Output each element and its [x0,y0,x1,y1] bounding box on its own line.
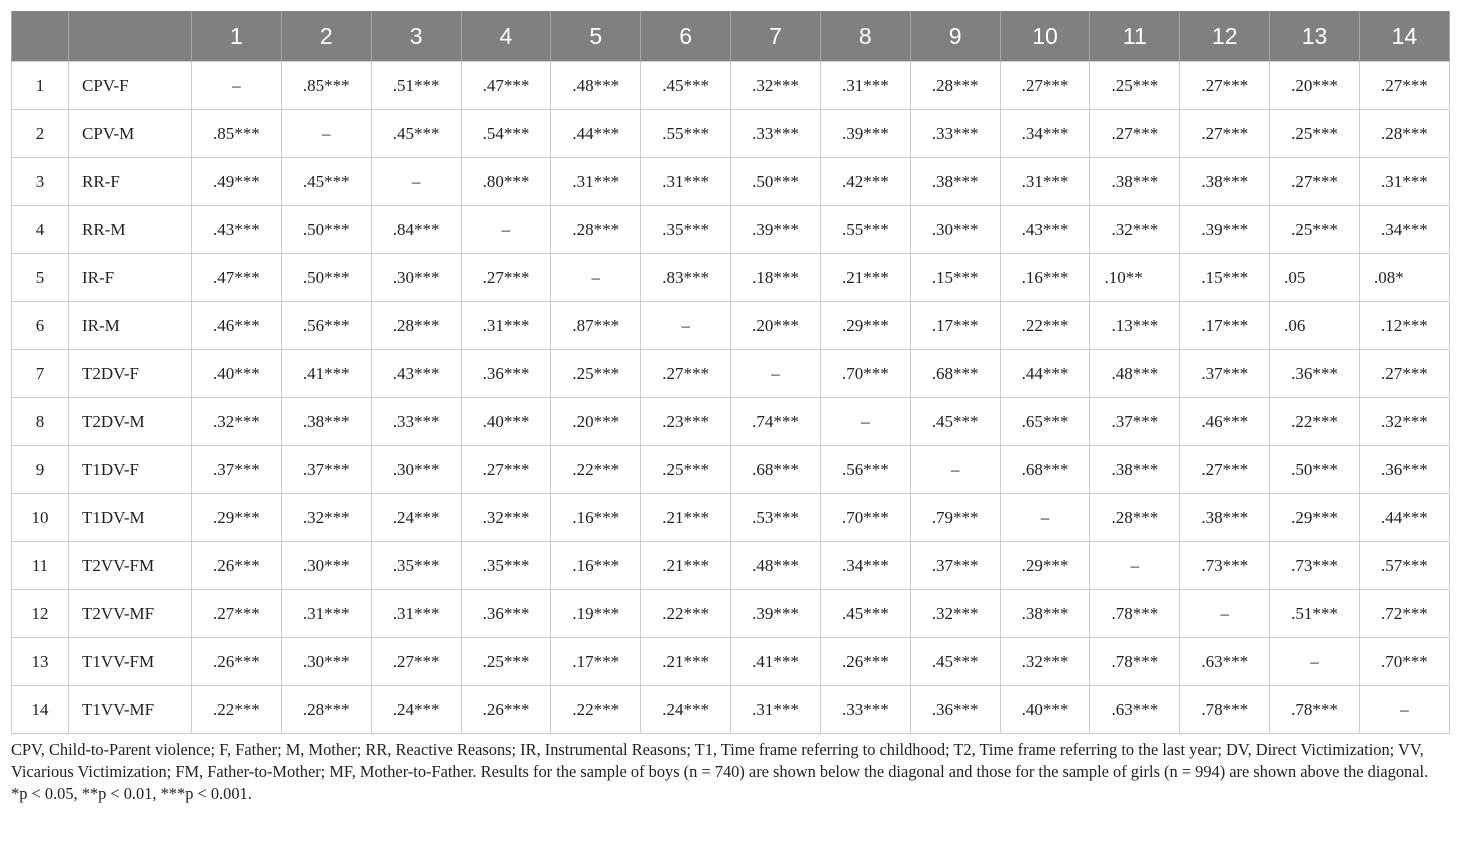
table-cell: .17*** [910,302,1000,350]
table-cell: – [1180,590,1270,638]
table-cell: .31*** [641,158,731,206]
table-cell: .24*** [371,494,461,542]
table-cell: .22*** [641,590,731,638]
row-index: 14 [12,686,69,734]
table-cell: .32*** [1359,398,1449,446]
table-cell: .53*** [731,494,821,542]
table-cell: .17*** [551,638,641,686]
table-cell: .27*** [1000,62,1090,110]
table-cell: .31*** [551,158,641,206]
column-header: 7 [731,11,821,62]
table-cell: .31*** [820,62,910,110]
table-cell: .31*** [1359,158,1449,206]
table-cell: .36*** [910,686,1000,734]
table-cell: .80*** [461,158,551,206]
table-cell: .33*** [731,110,821,158]
table-cell: .35*** [461,542,551,590]
table-cell: .31*** [731,686,821,734]
table-cell: .50*** [281,254,371,302]
table-cell: .34*** [1359,206,1449,254]
row-index: 12 [12,590,69,638]
table-cell: .57*** [1359,542,1449,590]
column-header: 10 [1000,11,1090,62]
table-cell: .50*** [281,206,371,254]
row-index: 13 [12,638,69,686]
correlation-table-container [11,11,1449,734]
row-index: 7 [12,350,69,398]
row-label: CPV-F [69,62,192,110]
table-cell: .43*** [371,350,461,398]
table-cell: .44*** [1000,350,1090,398]
table-cell: .42*** [820,158,910,206]
table-row [12,110,1450,158]
row-label: RR-F [69,158,192,206]
table-cell: .83*** [641,254,731,302]
table-cell: .37*** [192,446,282,494]
table-cell: .16*** [551,542,641,590]
table-cell: .78*** [1090,590,1180,638]
table-cell: .19*** [551,590,641,638]
table-cell: .70*** [820,350,910,398]
table-cell: .29*** [1270,494,1360,542]
table-cell: .84*** [371,206,461,254]
table-row [12,446,1450,494]
table-cell: .47*** [192,254,282,302]
table-cell: .18*** [731,254,821,302]
row-label: RR-M [69,206,192,254]
row-index: 4 [12,206,69,254]
table-cell: .33*** [910,110,1000,158]
row-index: 9 [12,446,69,494]
column-header: 3 [371,11,461,62]
footnote-abbreviations: CPV, Child-to-Parent violence; F, Father; M, Mother; RR, Reactive Reasons; IR, Instrumental Reasons; T1, Time frame referring to childhood; T2, Time frame referring to the last year; DV, Direct Victimization; VV, Vicarious Victimization; FM, Father-to-Mother; MF, Mother-to-Father. Results for the sample of boys (n = 740) are shown below the diagonal and those for the sample of girls (n = 994) are shown above the diagonal. [11,740,1429,781]
table-cell: .56*** [820,446,910,494]
table-row [12,350,1450,398]
column-header: 8 [820,11,910,62]
table-cell: .68*** [731,446,821,494]
header-corner-label [69,11,192,62]
table-cell: .39*** [820,110,910,158]
table-cell: .45*** [281,158,371,206]
table-cell: .40*** [1000,686,1090,734]
table-cell: .28*** [1090,494,1180,542]
table-cell: .48*** [551,62,641,110]
table-cell: – [1000,494,1090,542]
row-label: IR-F [69,254,192,302]
row-index: 2 [12,110,69,158]
table-cell: .30*** [371,446,461,494]
table-cell: .50*** [1270,446,1360,494]
table-cell: .30*** [371,254,461,302]
row-index: 10 [12,494,69,542]
table-cell: .79*** [910,494,1000,542]
table-cell: .70*** [1359,638,1449,686]
table-cell: .38*** [1180,494,1270,542]
table-cell: .27*** [1180,110,1270,158]
table-row [12,494,1450,542]
table-cell: .73*** [1180,542,1270,590]
table-cell: .31*** [461,302,551,350]
table-cell: .27*** [1180,62,1270,110]
table-cell: .27*** [1090,110,1180,158]
table-cell: .51*** [371,62,461,110]
table-cell: .36*** [1359,446,1449,494]
column-header: 5 [551,11,641,62]
table-cell: .55*** [820,206,910,254]
row-label: IR-M [69,302,192,350]
table-row [12,686,1450,734]
table-cell: .36*** [461,350,551,398]
table-cell: .28*** [281,686,371,734]
table-row [12,302,1450,350]
table-cell: – [281,110,371,158]
row-index: 3 [12,158,69,206]
table-cell: – [1270,638,1360,686]
table-cell: .29*** [1000,542,1090,590]
table-cell: .38*** [1090,446,1180,494]
table-cell: .50*** [731,158,821,206]
table-cell: – [371,158,461,206]
table-cell: .49*** [192,158,282,206]
table-cell: .32*** [910,590,1000,638]
table-cell: .47*** [461,62,551,110]
table-row [12,638,1450,686]
table-cell: .72*** [1359,590,1449,638]
table-cell: .27*** [192,590,282,638]
table-row [12,62,1450,110]
table-cell: .35*** [641,206,731,254]
table-cell: .37*** [910,542,1000,590]
table-cell: .38*** [1180,158,1270,206]
table-cell: .27*** [641,350,731,398]
row-label: T1DV-F [69,446,192,494]
table-cell: .87*** [551,302,641,350]
table-cell: .32*** [1090,206,1180,254]
table-cell: – [1090,542,1180,590]
table-cell: .48*** [1090,350,1180,398]
table-cell: .40*** [192,350,282,398]
header-corner-index [12,11,69,62]
table-cell: .31*** [281,590,371,638]
row-label: T1VV-MF [69,686,192,734]
row-label: T2VV-MF [69,590,192,638]
table-cell: .31*** [371,590,461,638]
footnote-significance: *p < 0.05, **p < 0.01, ***p < 0.001. [11,784,252,803]
table-cell: .25*** [461,638,551,686]
table-cell: .45*** [641,62,731,110]
table-body [12,62,1450,734]
table-cell: .21*** [641,494,731,542]
column-header: 11 [1090,11,1180,62]
table-cell: .24*** [371,686,461,734]
table-cell: .32*** [461,494,551,542]
table-cell: .68*** [910,350,1000,398]
table-row [12,542,1450,590]
table-cell: .44*** [1359,494,1449,542]
row-label: T2DV-F [69,350,192,398]
column-header: 4 [461,11,551,62]
table-cell: .27*** [1359,350,1449,398]
table-row [12,206,1450,254]
table-cell: – [551,254,641,302]
table-cell: .21*** [641,542,731,590]
table-cell: .37*** [281,446,371,494]
table-cell: .28*** [371,302,461,350]
row-index: 1 [12,62,69,110]
table-cell: .32*** [192,398,282,446]
row-label: T2DV-M [69,398,192,446]
table-cell: .46*** [192,302,282,350]
table-cell: .26*** [461,686,551,734]
table-cell: .38*** [281,398,371,446]
table-cell: .17*** [1180,302,1270,350]
table-cell: .05 [1270,254,1360,302]
table-cell: – [192,62,282,110]
table-cell: .25*** [551,350,641,398]
table-cell: .68*** [1000,446,1090,494]
table-cell: .26*** [192,542,282,590]
column-header: 9 [910,11,1000,62]
table-row [12,398,1450,446]
table-cell: .25*** [641,446,731,494]
table-cell: .85*** [281,62,371,110]
table-cell: .28*** [910,62,1000,110]
table-cell: – [731,350,821,398]
table-cell: .28*** [1359,110,1449,158]
table-cell: .25*** [1270,110,1360,158]
table-cell: .46*** [1180,398,1270,446]
row-index: 6 [12,302,69,350]
row-index: 5 [12,254,69,302]
table-cell: .22*** [1270,398,1360,446]
table-cell: .22*** [551,686,641,734]
table-cell: .29*** [820,302,910,350]
table-cell: .38*** [1000,590,1090,638]
table-cell: .78*** [1090,638,1180,686]
table-cell: .24*** [641,686,731,734]
table-cell: .43*** [1000,206,1090,254]
table-cell: .27*** [371,638,461,686]
table-cell: .22*** [1000,302,1090,350]
table-cell: .48*** [731,542,821,590]
table-cell: .33*** [820,686,910,734]
table-cell: .45*** [371,110,461,158]
row-index: 8 [12,398,69,446]
table-cell: .55*** [641,110,731,158]
column-header: 1 [192,11,282,62]
table-cell: .37*** [1180,350,1270,398]
table-cell: .21*** [820,254,910,302]
table-cell: .41*** [731,638,821,686]
table-cell: .22*** [551,446,641,494]
table-cell: – [820,398,910,446]
table-cell: .15*** [1180,254,1270,302]
table-row [12,254,1450,302]
table-cell: .37*** [1090,398,1180,446]
table-cell: .41*** [281,350,371,398]
table-footnote [11,739,1451,805]
table-cell: .63*** [1090,686,1180,734]
table-cell: .12*** [1359,302,1449,350]
table-cell: .27*** [461,254,551,302]
table-cell: .36*** [1270,350,1360,398]
table-cell: .45*** [820,590,910,638]
table-cell: .40*** [461,398,551,446]
table-cell: .29*** [192,494,282,542]
table-cell: .32*** [281,494,371,542]
table-cell: .16*** [1000,254,1090,302]
table-cell: .85*** [192,110,282,158]
table-header-row [12,11,1450,62]
table-cell: .20*** [731,302,821,350]
table-cell: .36*** [461,590,551,638]
table-cell: .28*** [551,206,641,254]
row-label: T1VV-FM [69,638,192,686]
table-cell: – [461,206,551,254]
table-cell: .20*** [551,398,641,446]
table-cell: .08* [1359,254,1449,302]
table-cell: .27*** [461,446,551,494]
table-cell: .23*** [641,398,731,446]
table-cell: .33*** [371,398,461,446]
table-cell: .63*** [1180,638,1270,686]
table-cell: – [1359,686,1449,734]
table-cell: .26*** [820,638,910,686]
table-cell: .74*** [731,398,821,446]
table-cell: .73*** [1270,542,1360,590]
table-cell: .31*** [1000,158,1090,206]
row-label: T1DV-M [69,494,192,542]
row-label: T2VV-FM [69,542,192,590]
table-cell: .65*** [1000,398,1090,446]
table-cell: .22*** [192,686,282,734]
table-cell: .20*** [1270,62,1360,110]
column-header: 12 [1180,11,1270,62]
table-cell: .13*** [1090,302,1180,350]
table-cell: .32*** [731,62,821,110]
table-cell: .25*** [1090,62,1180,110]
table-cell: .78*** [1180,686,1270,734]
table-cell: .34*** [820,542,910,590]
table-cell: .39*** [1180,206,1270,254]
table-cell: .06 [1270,302,1360,350]
table-cell: .30*** [910,206,1000,254]
table-cell: .39*** [731,590,821,638]
table-cell: .32*** [1000,638,1090,686]
column-header: 6 [641,11,731,62]
table-row [12,158,1450,206]
table-cell: .27*** [1359,62,1449,110]
table-cell: – [910,446,1000,494]
column-header: 13 [1270,11,1360,62]
column-header: 14 [1359,11,1449,62]
table-cell: .44*** [551,110,641,158]
table-row [12,590,1450,638]
table-cell: .27*** [1270,158,1360,206]
table-cell: .56*** [281,302,371,350]
table-cell: .45*** [910,638,1000,686]
table-cell: .43*** [192,206,282,254]
table-cell: .34*** [1000,110,1090,158]
table-cell: .70*** [820,494,910,542]
table-cell: .10** [1090,254,1180,302]
table-cell: .51*** [1270,590,1360,638]
table-cell: .38*** [910,158,1000,206]
row-label: CPV-M [69,110,192,158]
table-cell: .26*** [192,638,282,686]
table-cell: .27*** [1180,446,1270,494]
table-cell: .16*** [551,494,641,542]
table-cell: .30*** [281,638,371,686]
table-cell: .30*** [281,542,371,590]
column-header: 2 [281,11,371,62]
row-index: 11 [12,542,69,590]
table-cell: .38*** [1090,158,1180,206]
table-cell: – [641,302,731,350]
table-cell: .45*** [910,398,1000,446]
correlation-table [11,11,1450,734]
table-cell: .39*** [731,206,821,254]
table-cell: .21*** [641,638,731,686]
table-cell: .54*** [461,110,551,158]
table-cell: .35*** [371,542,461,590]
table-cell: .15*** [910,254,1000,302]
table-cell: .25*** [1270,206,1360,254]
table-cell: .78*** [1270,686,1360,734]
